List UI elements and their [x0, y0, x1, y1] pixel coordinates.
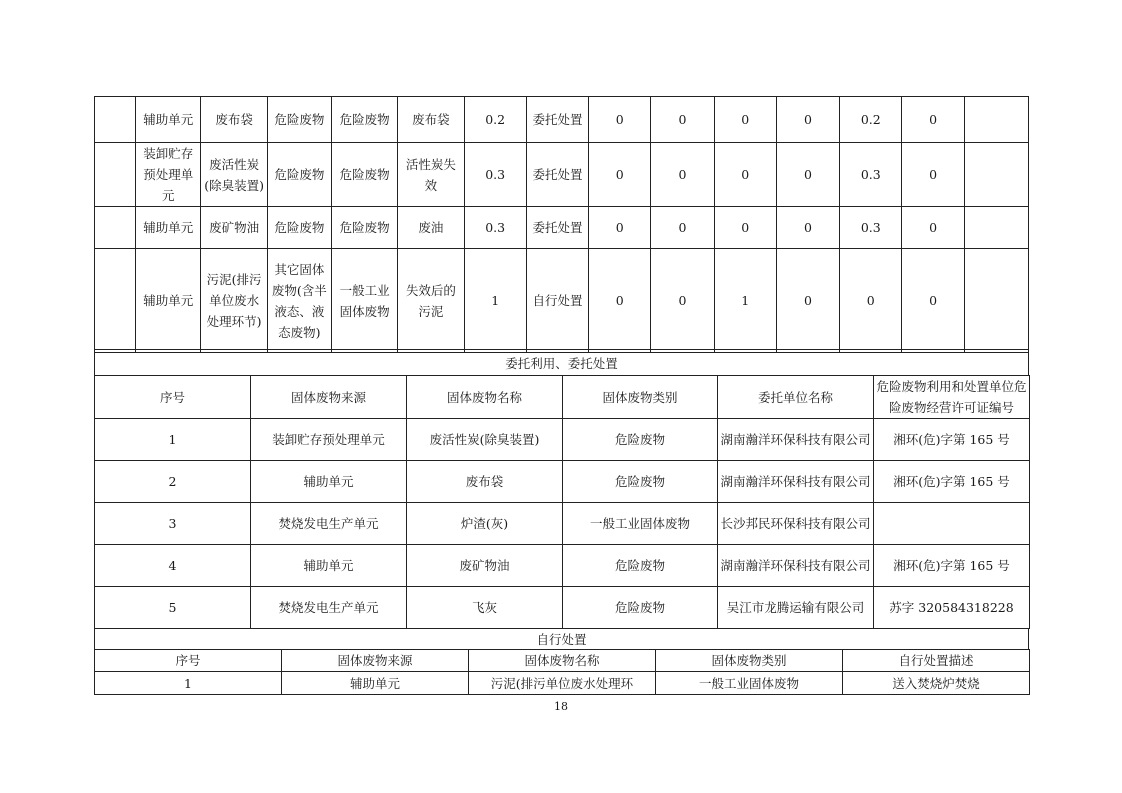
blank-cell [95, 97, 136, 143]
cell-v3: 1 [714, 249, 776, 353]
column-header: 危险废物利用和处置单位危险废物经营许可证编号 [874, 376, 1030, 419]
blank-cell [95, 249, 136, 353]
column-header: 固体废物名称 [407, 376, 563, 419]
table-cell: 危险废物 [563, 587, 718, 629]
self-disposal-section-title: 自行处置 [536, 632, 587, 647]
table-cell: 1 [95, 672, 282, 695]
cell-disposal: 委托处置 [526, 143, 588, 207]
cell-amount: 0.3 [464, 143, 526, 207]
cell-disposal: 委托处置 [526, 207, 588, 249]
cell-v7 [964, 207, 1028, 249]
table-row [95, 503, 1030, 545]
table-row [95, 545, 1030, 587]
table-cell: 湖南瀚洋环保科技有限公司 [718, 461, 874, 503]
table-cell [874, 503, 1030, 545]
cell-v2: 0 [651, 249, 714, 353]
cell-v1: 0 [589, 207, 651, 249]
cell-attribute: 一般工业固体废物 [331, 249, 397, 353]
blank-cell [95, 143, 136, 207]
cell-v7 [964, 97, 1028, 143]
table-cell: 湘环(危)字第 165 号 [874, 461, 1030, 503]
table-cell: 焚烧发电生产单元 [251, 503, 407, 545]
table-cell: 5 [95, 587, 251, 629]
cell-v5: 0.3 [840, 143, 902, 207]
cell-v6: 0 [902, 207, 964, 249]
column-header: 序号 [95, 650, 282, 672]
cell-attribute: 危险废物 [331, 97, 397, 143]
cell-v2: 0 [651, 207, 714, 249]
cell-category: 危险废物 [267, 143, 331, 207]
cell-v5: 0 [840, 249, 902, 353]
table-cell: 湖南瀚洋环保科技有限公司 [718, 545, 874, 587]
table-cell: 3 [95, 503, 251, 545]
cell-amount: 1 [464, 249, 526, 353]
table-cell: 焚烧发电生产单元 [251, 587, 407, 629]
solid-waste-detail-table [94, 96, 1029, 353]
table-cell: 1 [95, 419, 251, 461]
table-cell: 污泥(排污单位废水处理环 [469, 672, 656, 695]
table-cell: 2 [95, 461, 251, 503]
cell-v1: 0 [589, 249, 651, 353]
cell-v3: 0 [714, 207, 776, 249]
entrusted-section-title-bar [94, 349, 1029, 376]
cell-amount: 0.3 [464, 207, 526, 249]
table-row [95, 461, 1030, 503]
self-disposal-table [94, 649, 1030, 695]
cell-disposal: 委托处置 [526, 97, 588, 143]
table-row [95, 207, 1029, 249]
table-row [95, 143, 1029, 207]
cell-v5: 0.2 [840, 97, 902, 143]
cell-name: 废布袋 [201, 97, 267, 143]
cell-form: 活性炭失效 [398, 143, 464, 207]
cell-v7 [964, 249, 1028, 353]
table-row [95, 249, 1029, 353]
table-cell: 炉渣(灰) [407, 503, 563, 545]
table-row [95, 97, 1029, 143]
table-row [95, 587, 1030, 629]
column-header: 固体废物类别 [563, 376, 718, 419]
table-cell: 湘环(危)字第 165 号 [874, 545, 1030, 587]
table-cell: 4 [95, 545, 251, 587]
cell-v6: 0 [902, 249, 964, 353]
cell-v1: 0 [589, 143, 651, 207]
cell-attribute: 危险废物 [331, 207, 397, 249]
cell-v5: 0.3 [840, 207, 902, 249]
cell-v4: 0 [776, 207, 839, 249]
table-cell: 废布袋 [407, 461, 563, 503]
cell-v7 [964, 143, 1028, 207]
table-cell: 一般工业固体废物 [563, 503, 718, 545]
cell-v4: 0 [776, 249, 839, 353]
column-header: 固体废物名称 [469, 650, 656, 672]
cell-source: 辅助单元 [136, 249, 201, 353]
table-cell: 一般工业固体废物 [656, 672, 843, 695]
table-cell: 危险废物 [563, 419, 718, 461]
cell-category: 危险废物 [267, 207, 331, 249]
table-cell: 装卸贮存预处理单元 [251, 419, 407, 461]
cell-v3: 0 [714, 143, 776, 207]
column-header: 固体废物类别 [656, 650, 843, 672]
self-disposal-section-title-bar [94, 628, 1029, 650]
cell-v4: 0 [776, 97, 839, 143]
cell-amount: 0.2 [464, 97, 526, 143]
entrusted-section-title: 委托利用、委托处置 [505, 355, 618, 371]
table-cell: 辅助单元 [282, 672, 469, 695]
table-cell: 湖南瀚洋环保科技有限公司 [718, 419, 874, 461]
blank-cell [95, 207, 136, 249]
cell-v1: 0 [589, 97, 651, 143]
cell-category: 危险废物 [267, 97, 331, 143]
cell-v2: 0 [651, 97, 714, 143]
cell-v4: 0 [776, 143, 839, 207]
entrusted-disposal-table [94, 375, 1030, 629]
cell-source: 装卸贮存预处理单元 [136, 143, 201, 207]
cell-v3: 0 [714, 97, 776, 143]
table-cell: 废矿物油 [407, 545, 563, 587]
column-header: 固体废物来源 [251, 376, 407, 419]
table-row [95, 419, 1030, 461]
column-header: 委托单位名称 [718, 376, 874, 419]
cell-name: 污泥(排污单位废水处理环节) [201, 249, 267, 353]
table-cell: 送入焚烧炉焚烧 [843, 672, 1030, 695]
table-cell: 危险废物 [563, 545, 718, 587]
cell-name: 废矿物油 [201, 207, 267, 249]
table-cell: 辅助单元 [251, 461, 407, 503]
cell-source: 辅助单元 [136, 207, 201, 249]
cell-v6: 0 [902, 97, 964, 143]
cell-attribute: 危险废物 [331, 143, 397, 207]
table-cell: 苏字 320584318228 [874, 587, 1030, 629]
column-header: 自行处置描述 [843, 650, 1030, 672]
cell-v6: 0 [902, 143, 964, 207]
cell-category: 其它固体废物(含半液态、液态废物) [267, 249, 331, 353]
cell-disposal: 自行处置 [526, 249, 588, 353]
table-cell: 危险废物 [563, 461, 718, 503]
cell-source: 辅助单元 [136, 97, 201, 143]
table-cell: 飞灰 [407, 587, 563, 629]
table-cell: 辅助单元 [251, 545, 407, 587]
cell-form: 废布袋 [398, 97, 464, 143]
column-header: 固体废物来源 [282, 650, 469, 672]
page-number: 18 [554, 700, 568, 713]
table-row [95, 672, 1030, 695]
column-header: 序号 [95, 376, 251, 419]
cell-form: 废油 [398, 207, 464, 249]
table-cell: 废活性炭(除臭装置) [407, 419, 563, 461]
table-cell: 吴江市龙腾运输有限公司 [718, 587, 874, 629]
table-cell: 湘环(危)字第 165 号 [874, 419, 1030, 461]
table-cell: 长沙邦民环保科技有限公司 [718, 503, 874, 545]
cell-form: 失效后的污泥 [398, 249, 464, 353]
cell-name: 废活性炭(除臭装置) [201, 143, 267, 207]
cell-v2: 0 [651, 143, 714, 207]
